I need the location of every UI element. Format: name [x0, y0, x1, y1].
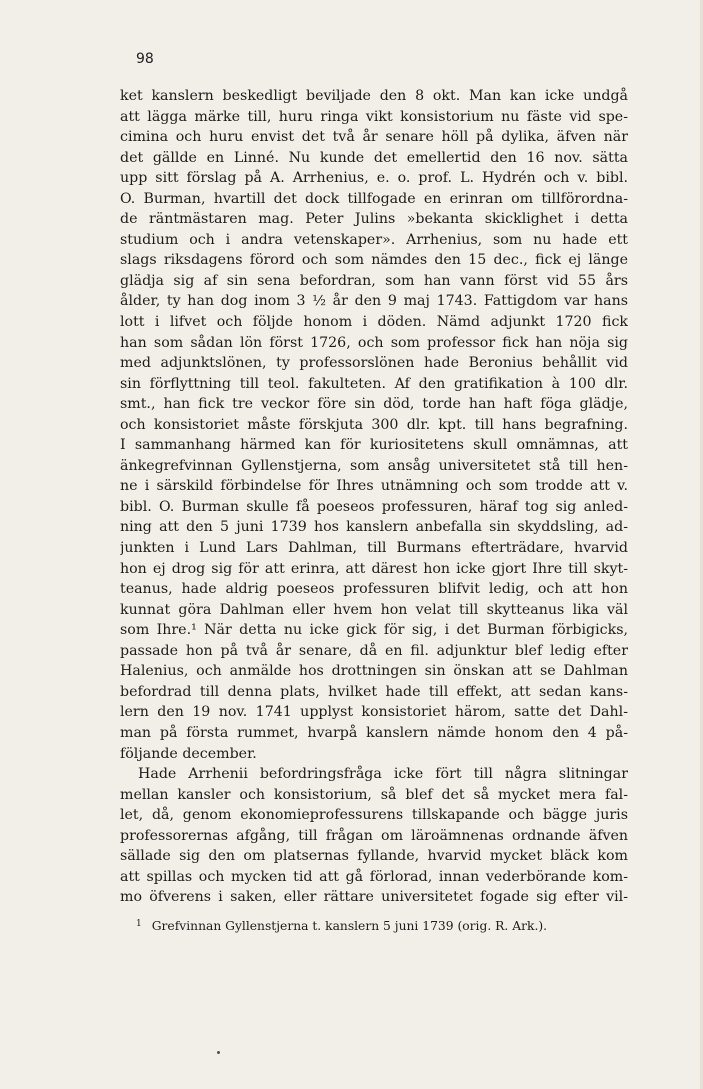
text-line-paragraph-end: följande december. [120, 745, 257, 762]
text-line: befordrad till denna plats, hvilket hade till effekt, att sedan kans- [120, 683, 628, 700]
text-line: I sammanhang härmed kan för kuriositetens skull omnämnas, att [120, 437, 628, 454]
text-line: ket kanslern beskedligt beviljade den 8 okt. Man kan icke undgå [120, 88, 628, 104]
text-line: lott i lifvet och följde honom i döden. Nämd adjunkt 1720 fick [120, 314, 628, 331]
text-line: med adjunktslönen, ty professorslönen hade Beronius behållit vid [120, 355, 628, 372]
text-line: man på första rummet, hvarpå kanslern nämde honom den 4 på- [120, 724, 628, 741]
text-line: teanus, hade aldrig poeseos professuren blifvit ledig, och att hon [120, 581, 628, 598]
text-line: att lägga märke till, huru ringa vikt konsistorium nu fäste vid spe- [120, 108, 628, 125]
text-line: let, då, genom ekonomieprofessurens tillskapande och bägge juris [120, 807, 628, 824]
body-text [120, 86, 628, 908]
text-line: sin förflyttning till teol. fakulteten. Af den gratifikation à 100 dlr. [120, 375, 628, 392]
text-line: mellan kansler och konsistorium, så blef det så mycket mera fal- [120, 786, 628, 803]
text-line: professorernas afgång, till frågan om läroämnenas ordnande äfven [120, 827, 628, 844]
text-line: upp sitt förslag på A. Arrhenius, e. o. prof. L. Hydrén och v. bibl. [120, 170, 628, 187]
text-line: de räntmästaren mag. Peter Julins »bekanta skicklighet i detta [120, 211, 628, 228]
text-line: O. Burman, hvartill det dock tillfogade en erinran om tillförordna- [120, 190, 628, 207]
text-line: och konsistoriet måste förskjuta 300 dlr. kpt. till hans begrafning. [120, 416, 628, 433]
footnote [136, 915, 547, 935]
text-line: ne i särskild förbindelse för Ihres utnämning och som trodde att v. [120, 478, 628, 495]
text-line: cimina och huru envist det två år senare höll på dylika, äfven när [120, 129, 628, 146]
text-line: ning att den 5 juni 1739 hos kanslern anbefalla sin skyddsling, ad- [120, 519, 628, 536]
text-line-paragraph-start: Hade Arrhenii befordringsfråga icke fört till några slitningar [138, 766, 628, 783]
text-line: att spillas och mycken tid att gå förlorad, innan vederbörande kom- [120, 868, 628, 885]
footnote-text: Grefvinnan Gyllenstjerna t. kanslern 5 juni 1739 (orig. R. Ark.). [151, 919, 548, 933]
text-line: som Ihre.¹ När detta nu icke gick för sig, i det Burman förbigicks, [120, 622, 628, 639]
text-line: det gällde en Linné. Nu kunde det emellertid den 16 nov. sätta [120, 149, 628, 166]
text-line: smt., han fick tre veckor före sin död, torde han haft föga glädje, [120, 396, 628, 413]
ink-dot [217, 1051, 220, 1054]
text-line: hon ej drog sig för att erinra, att därest hon icke gjort Ihre till skyt- [120, 560, 628, 577]
footnote-mark: 1 [136, 919, 142, 929]
text-line: glädja sig af sin sena befordran, som han vann först vid 55 års [120, 272, 628, 289]
text-line: studium och i andra vetenskaper». Arrhenius, som nu hade ett [120, 231, 628, 248]
text-line: junkten i Lund Lars Dahlman, till Burmans efterträdare, hvarvid [120, 540, 628, 557]
text-line: lern den 19 nov. 1741 upplyst konsistoriet härom, satte det Dahl- [120, 704, 628, 721]
text-line: ålder, ty han dog inom 3 ½ år den 9 maj 1743. Fattigdom var hans [120, 293, 628, 310]
text-line: slags riksdagens förord och som nämdes den 15 dec., fick ej länge [120, 252, 628, 269]
text-line: änkegrefvinnan Gyllenstjerna, som ansåg universitetet stå till hen- [120, 457, 628, 474]
text-line: Halenius, och anmälde hos drottningen sin önskan att se Dahlman [120, 663, 628, 680]
text-line: kunnat göra Dahlman eller hvem hon velat till skytteanus lika väl [120, 601, 628, 618]
text-line: sällade sig den om platsernas fyllande, hvarvid mycket bläck kom [120, 848, 628, 865]
text-line: han som sådan lön först 1726, och som professor fick han nöja sig [120, 334, 628, 351]
page-number: 98 [136, 51, 154, 67]
text-line: mo öfverens i saken, eller rättare universitetet fogade sig efter vil- [120, 889, 628, 906]
text-line: passade hon på två år senare, då en fil. adjunktur blef ledig efter [120, 642, 628, 659]
text-line: bibl. O. Burman skulle få poeseos professuren, häraf tog sig anled- [120, 498, 628, 515]
